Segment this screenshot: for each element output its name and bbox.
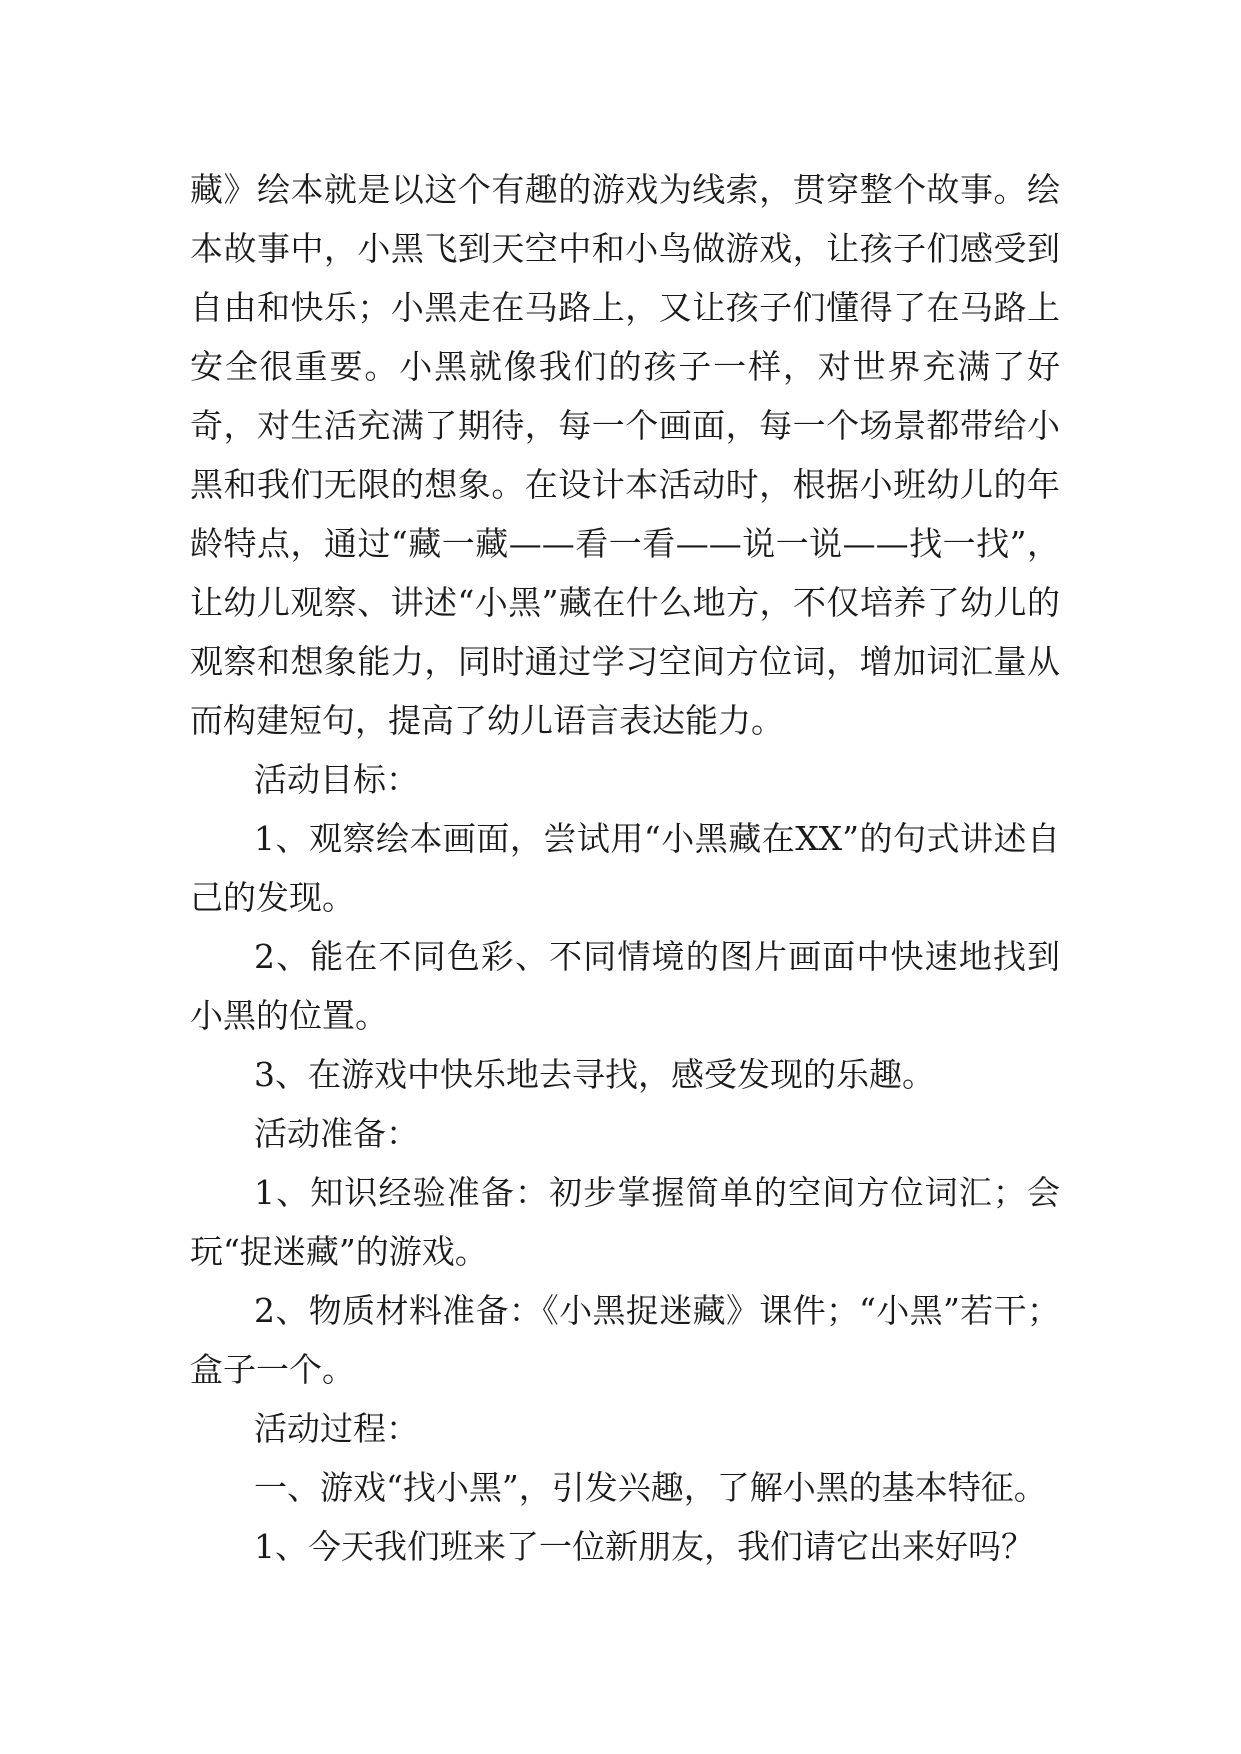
goal-item-2: 2、能在不同色彩、不同情境的图片画面中快速地找到小黑的位置。 (190, 937, 1060, 1035)
intro-paragraph: 藏》绘本就是以这个有趣的游戏为线索，贯穿整个故事。绘本故事中，小黑飞到天空中和小鸟做游戏，让孩子们感受到自由和快乐；小黑走在马路上，又让孩子们懂得了在马路上安全很重要。小黑就像我们的孩子一样，对世界充满了好奇，对生活充满了期待，每一个画面，每一个场景都带给小黑和我们无限的想象。在设计本活动时，根据小班幼儿的年龄特点，通过“藏一藏——看一看——说一说——找一找”，让幼儿观察、讲述“小黑”藏在什么地方，不仅培养了幼儿的观察和想象能力，同时通过学习空间方位词，增加词汇量从而构建短句，提高了幼儿语言表达能力。 (190, 170, 1060, 740)
preparation-item-1: 1、知识经验准备：初步掌握简单的空间方位词汇；会玩“捉迷藏”的游戏。 (190, 1173, 1060, 1271)
preparation-heading: 活动准备： (254, 1114, 419, 1153)
process-step-1-1: 1、今天我们班来了一位新朋友，我们请它出来好吗？ (254, 1527, 1034, 1566)
process-heading: 活动过程： (254, 1409, 419, 1448)
preparation-item-2: 2、物质材料准备：《小黑捉迷藏》课件；“小黑”若干；盒子一个。 (190, 1291, 1060, 1389)
document-body (190, 160, 1060, 1576)
goal-item-1: 1、观察绘本画面，尝试用“小黑藏在XX”的句式讲述自己的发现。 (190, 819, 1060, 917)
goal-item-3: 3、在游戏中快乐地去寻找，感受发现的乐趣。 (254, 1055, 935, 1094)
goals-heading: 活动目标： (254, 760, 419, 799)
process-step-1: 一、游戏“找小黑”，引发兴趣，了解小黑的基本特征。 (254, 1468, 1047, 1507)
